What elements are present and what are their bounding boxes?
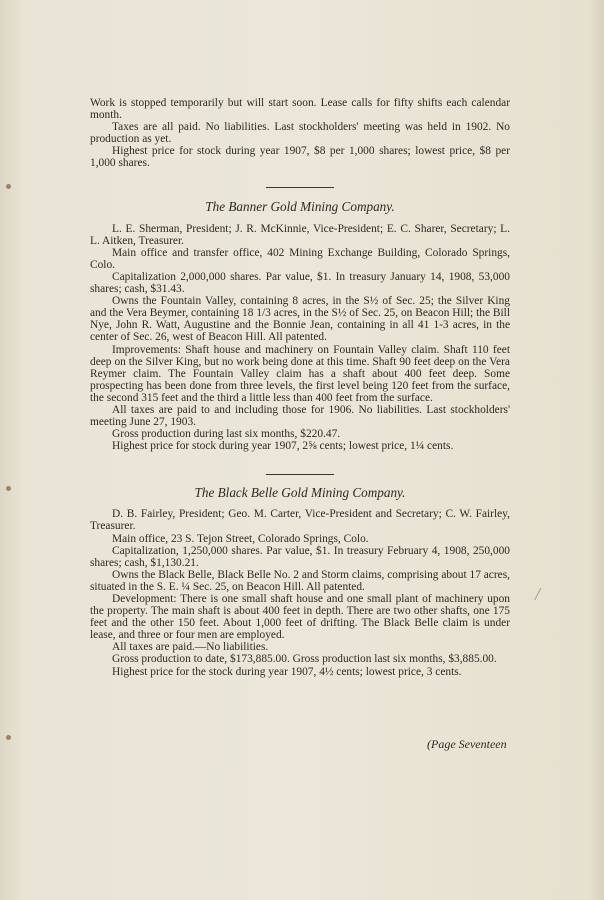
page-content	[90, 97, 510, 678]
binding-hole	[6, 184, 11, 189]
intro-paragraph: Work is stopped temporarily but will start soon. Lease calls for fifty shifts each calendar month.	[90, 97, 510, 122]
banner-paragraph: Main office and transfer office, 402 Mining Exchange Building, Colorado Springs, Colo.	[90, 246, 510, 271]
intro-paragraph: Highest price for stock during year 1907, $8 per 1,000 shares; lowest price, $8 per 1,000 shares.	[90, 145, 510, 170]
page-number: (Page Seventeen	[427, 737, 507, 751]
banner-paragraph: All taxes are paid to and including those for 1906. No liabilities. Last stockholders' meeting June 27, 1903.	[90, 403, 510, 429]
section-heading-black-belle: The Black Belle Gold Mining Company.	[194, 485, 406, 501]
black-belle-paragraph: Gross production to date, $173,885.00. Gross production last six months, $3,885.00.	[112, 653, 497, 666]
black-belle-paragraph: D. B. Fairley, President; Geo. M. Carter, Vice-President and Secretary; C. W. Fairley, Treasurer.	[90, 508, 510, 533]
binding-hole	[6, 486, 11, 491]
section-divider	[266, 187, 334, 188]
pencil-mark: /	[535, 584, 541, 604]
intro-paragraph: Taxes are all paid. No liabilities. Last stockholders' meeting was held in 1902. No production as yet.	[90, 121, 510, 146]
binding-hole	[6, 735, 11, 740]
black-belle-paragraph: Capitalization, 1,250,000 shares. Par value, $1. In treasury February 4, 1908, 250,000 shares; cash, $1,130.21.	[90, 544, 510, 569]
banner-paragraph: Capitalization 2,000,000 shares. Par value, $1. In treasury January 14, 1908, 53,000 shares; cash, $31.43.	[90, 270, 510, 296]
section-heading-banner: The Banner Gold Mining Company.	[205, 198, 395, 214]
banner-paragraph: Improvements: Shaft house and machinery on Fountain Valley claim. Shaft 110 feet deep on the Silver King, but no work being done at this time. Shaft 90 feet deep on the Vera Reymer claim. The Fountain Valley claim has a shaft about 400 feet deep. Some prospecting has been done from three levels, the first level being 120 feet from the surface, the second 315 feet and the third a little less than 400 feet from the surface.	[90, 343, 510, 404]
black-belle-paragraph: Main office, 23 S. Tejon Street, Colorado Springs, Colo.	[112, 532, 369, 545]
banner-paragraph: Highest price for stock during year 1907, 2⅝ cents; lowest price, 1¼ cents.	[112, 440, 454, 453]
banner-paragraph: Gross production during last six months, $220.47.	[112, 428, 341, 441]
black-belle-paragraph: Development: There is one small shaft house and one small plant of machinery upon the property. The main shaft is about 400 feet in depth. There are two other shafts, one 175 feet and the other 150 feet. About 1,000 feet of drifting. The Black Belle claim is under lease, and three or four men are employed.	[90, 593, 510, 642]
black-belle-paragraph: Owns the Black Belle, Black Belle No. 2 and Storm claims, comprising about 17 acres, situated in the S. E. ¼ Sec. 25, on Beacon Hill. All patented.	[90, 568, 510, 593]
black-belle-paragraph: All taxes are paid.—No liabilities.	[112, 641, 269, 654]
black-belle-paragraph: Highest price for the stock during year 1907, 4½ cents; lowest price, 3 cents.	[112, 665, 462, 678]
banner-paragraph: Owns the Fountain Valley, containing 8 acres, in the S½ of Sec. 25; the Silver King and the Vera Beymer, containing 18 1/3 acres, in the S½ of Sec. 25, on Beacon Hill; the Bill Nye, John R. Watt, Augustine and the Bonnie Jean, containing in all 41 1-3 acres, in the center of Sec. 26, west of Beacon Hill. All patented.	[90, 295, 510, 344]
banner-paragraph: L. E. Sherman, President; J. R. McKinnie, Vice-President; E. C. Sharer, Secretary; L. L. Aitken, Treasurer.	[90, 222, 510, 247]
section-divider	[266, 474, 334, 475]
